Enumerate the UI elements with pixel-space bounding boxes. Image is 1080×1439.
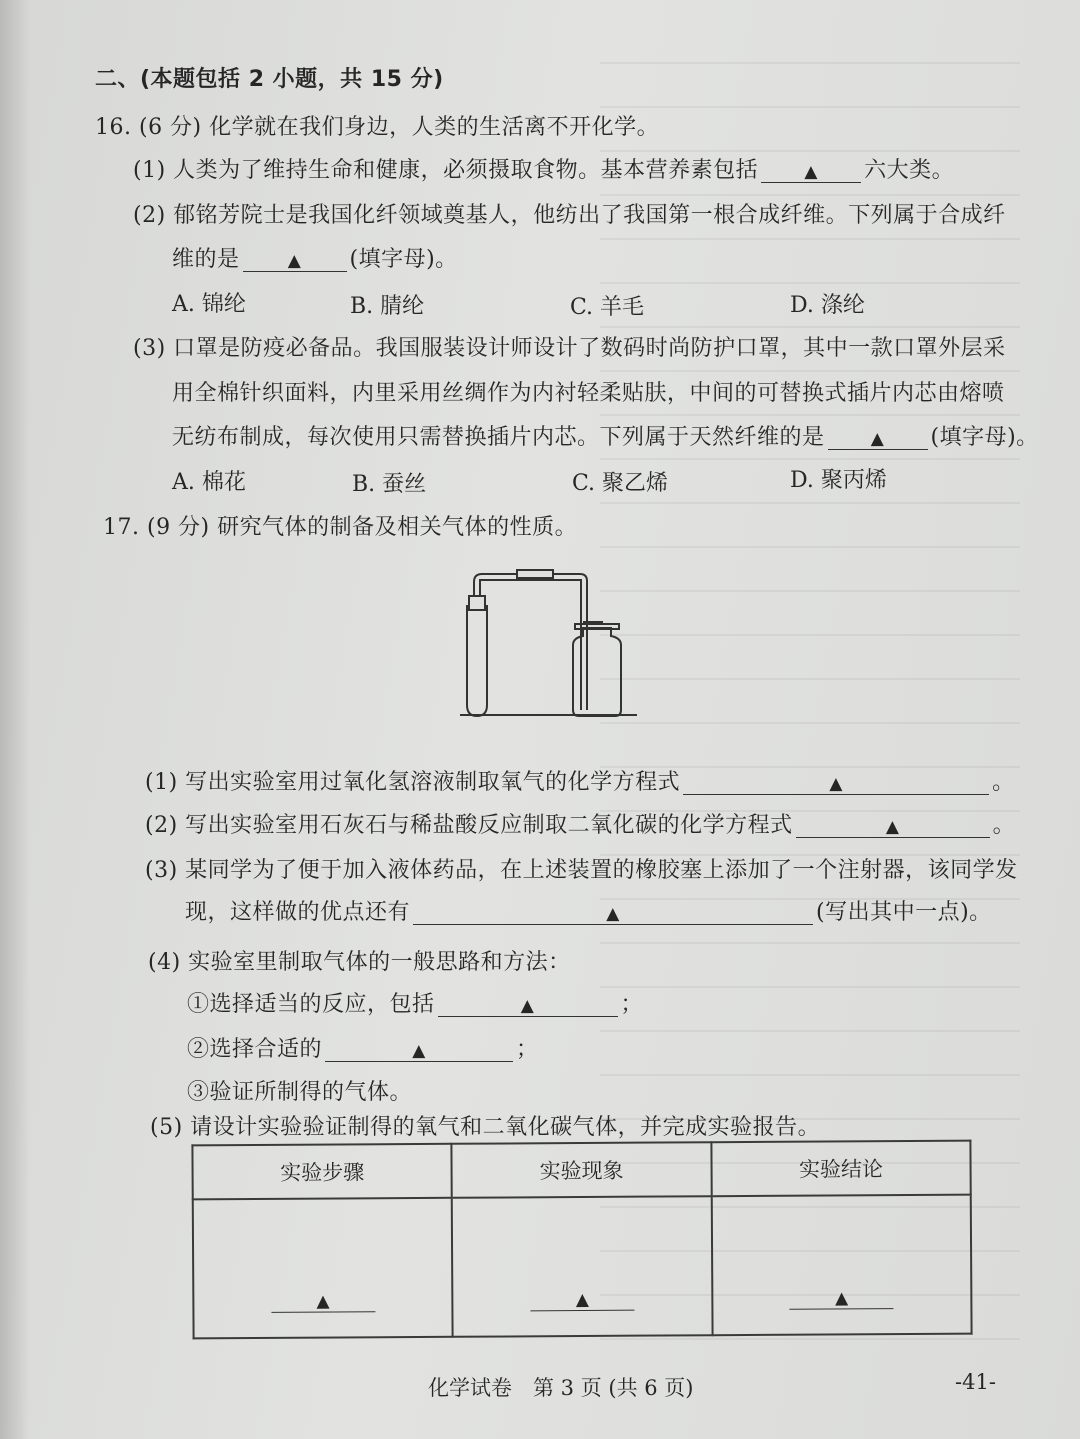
gas-generation-apparatus-diagram <box>455 560 645 725</box>
q16-part2-line2 <box>172 242 458 273</box>
q17-stem: 17. (9 分) 研究气体的制备及相关气体的性质。 <box>103 515 578 540</box>
q16-part2-tail: (填字母)。 <box>349 247 458 272</box>
q16-part1-tail: 六大类。 <box>864 158 955 183</box>
answer-triangle-icon: ▲ <box>804 162 818 182</box>
table-cell-steps[interactable] <box>193 1198 453 1339</box>
answer-blank[interactable] <box>325 1038 513 1062</box>
q16-part3-option: C. 聚乙烯 <box>572 471 669 496</box>
q17-part2-tail: 。 <box>992 813 1016 838</box>
table-header-row <box>192 1141 970 1200</box>
q16-part1-text: (1) 人类为了维持生命和健康，必须摄取食物。基本营养素包括 <box>133 158 759 183</box>
q17-part5-stem: (5) 请设计实验验证制得的氧气和二氧化碳气体，并完成实验报告。 <box>150 1115 821 1140</box>
q16-part3-option: A. 棉花 <box>172 470 246 495</box>
table-cell-phenomena[interactable] <box>452 1196 712 1337</box>
answer-triangle-icon: ▲ <box>412 1041 426 1061</box>
test-tube <box>467 605 487 716</box>
delivery-tube-outer <box>474 574 587 710</box>
q17-part3-text: 现，这样做的优点还有 <box>185 900 411 925</box>
answer-triangle-icon: ▲ <box>316 1291 330 1312</box>
answer-blank[interactable] <box>271 1287 375 1313</box>
table-header-conclusion: 实验结论 <box>711 1141 971 1197</box>
answer-blank[interactable] <box>438 993 618 1017</box>
delivery-tube-inner <box>480 580 581 710</box>
q16-part3-line1: (3) 口罩是防疫必备品。我国服装设计师设计了数码时尚防护口罩，其中一款口罩外层采 <box>133 336 1006 361</box>
answer-triangle-icon: ▲ <box>606 904 620 924</box>
answer-blank[interactable] <box>761 159 861 183</box>
q17-part4-item1 <box>187 987 643 1018</box>
q16-part2-option: D. 涤纶 <box>790 293 865 318</box>
q17-part3-line1: (3) 某同学为了便于加入液体药品，在上述装置的橡胶塞上添加了一个注射器，该同学发 <box>145 858 1018 883</box>
answer-blank[interactable] <box>530 1286 634 1312</box>
q16-part2-line1: (2) 郁铭芳院士是我国化纤领域奠基人，他纺出了我国第一根合成纤维。下列属于合成纤 <box>133 203 1006 228</box>
q17-part3-line2 <box>185 895 992 926</box>
answer-blank[interactable] <box>790 1284 894 1310</box>
answer-blank[interactable] <box>413 901 813 925</box>
section-header: 二、(本题包括 2 小题，共 15 分) <box>95 67 444 92</box>
answer-triangle-icon: ▲ <box>287 251 302 271</box>
q17-part3-tail: (写出其中一点)。 <box>816 900 992 925</box>
q17-part4-item2 <box>187 1032 539 1063</box>
q16-part3-option: B. 蚕丝 <box>352 472 427 497</box>
table-row <box>193 1195 972 1339</box>
q16-part3-line3 <box>172 420 1039 451</box>
q16-stem: 16. (6 分) 化学就在我们身边，人类的生活离不开化学。 <box>95 115 660 140</box>
rubber-connector <box>517 570 553 578</box>
q16-part3-text: 无纺布制成，每次使用只需替换插片内芯。下列属于天然纤维的是 <box>172 425 825 450</box>
q17-part1-text: (1) 写出实验室用过氧化氢溶液制取氧气的化学方程式 <box>145 770 681 795</box>
answer-triangle-icon: ▲ <box>835 1288 849 1309</box>
q16-part3-tail: (填字母)。 <box>930 425 1039 450</box>
q17-part4-item2-tail: ； <box>516 1037 539 1062</box>
q17-part4-stem: (4) 实验室里制取气体的一般思路和方法： <box>148 950 571 975</box>
answer-blank[interactable] <box>828 426 928 450</box>
answer-blank[interactable] <box>683 771 989 795</box>
table-header-steps: 实验步骤 <box>192 1144 452 1200</box>
answer-triangle-icon: ▲ <box>575 1289 589 1311</box>
q17-part1-tail: 。 <box>992 770 1015 795</box>
table-cell-conclusion[interactable] <box>711 1195 971 1336</box>
answer-triangle-icon: ▲ <box>885 817 900 837</box>
q17-part4-item2-text: ②选择合适的 <box>187 1037 323 1062</box>
answer-triangle-icon: ▲ <box>829 774 843 794</box>
q16-part2-option: C. 羊毛 <box>570 295 645 320</box>
table-header-phenomena: 实验现象 <box>452 1142 712 1198</box>
q17-part2 <box>145 808 1015 839</box>
rubber-stopper <box>469 596 485 610</box>
page-spine-shadow <box>0 0 30 1439</box>
answer-triangle-icon: ▲ <box>870 429 885 449</box>
q17-part2-text: (2) 写出实验室用石灰石与稀盐酸反应制取二氧化碳的化学方程式 <box>145 813 793 838</box>
q17-part4-item3: ③验证所制得的气体。 <box>187 1080 413 1105</box>
q16-part3-option: D. 聚丙烯 <box>790 468 887 493</box>
q16-part1 <box>133 153 954 184</box>
q16-part2-option: B. 腈纶 <box>350 294 425 319</box>
experiment-report-table <box>191 1140 972 1340</box>
footer-page-number: -41- <box>955 1370 996 1394</box>
q17-part4-item1-text: ①选择适当的反应，包括 <box>187 992 435 1017</box>
q17-part1 <box>145 765 1015 796</box>
q16-part3-line2: 用全棉针织面料，内里采用丝绸作为内衬轻柔贴肤，中间的可替换式插片内芯由熔喷 <box>172 381 1005 406</box>
footer-page-info: 化学试卷 第 3 页 (共 6 页) <box>428 1376 694 1400</box>
q16-part2-text: 维的是 <box>172 247 240 272</box>
answer-triangle-icon: ▲ <box>520 996 535 1016</box>
answer-blank[interactable] <box>243 248 347 272</box>
answer-blank[interactable] <box>796 814 990 838</box>
q17-part4-item1-tail: ； <box>620 992 644 1017</box>
q16-part2-option: A. 锦纶 <box>172 292 246 317</box>
